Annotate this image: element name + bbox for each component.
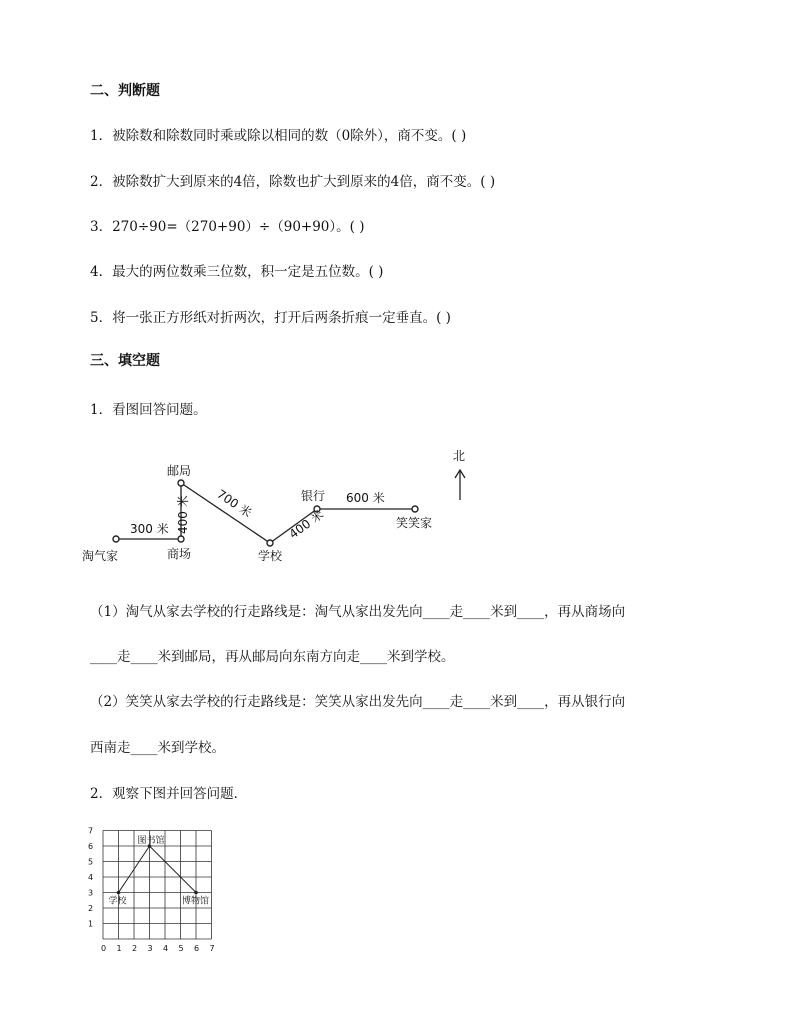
point-post-office bbox=[178, 480, 184, 486]
point-xiaoxiao-home bbox=[412, 506, 418, 512]
grid-point-school bbox=[117, 891, 121, 895]
coordinate-grid bbox=[86, 820, 226, 955]
point-taoqi-home bbox=[113, 536, 119, 542]
distance-post-school: 700 米 bbox=[214, 486, 255, 521]
section-heading-fill: 三、填空题 bbox=[90, 353, 160, 369]
label-mall: 商场 bbox=[167, 547, 192, 561]
question-1-title: 1．看图回答问题。 bbox=[90, 402, 207, 418]
point-school bbox=[267, 540, 273, 546]
x-tick-label: 4 bbox=[163, 944, 169, 953]
grid-label-library: 图书馆 bbox=[137, 836, 165, 846]
distance-school-bank: 400 米 bbox=[286, 507, 327, 542]
label-school: 学校 bbox=[258, 549, 283, 563]
judgment-item-4: 4．最大的两位数乘三位数，积一定是五位数。( ) bbox=[90, 264, 384, 280]
y-tick-label: 3 bbox=[88, 888, 94, 898]
judgment-item-5: 5．将一张正方形纸对折两次，打开后两条折痕一定垂直。( ) bbox=[90, 310, 451, 326]
x-tick-label: 7 bbox=[209, 944, 215, 953]
y-tick-label: 2 bbox=[88, 904, 94, 913]
question-1-sub1-line1: （1）淘气从家去学校的行走路线是：淘气从家出发先向____走____米到____，再从商场向 bbox=[90, 604, 626, 620]
x-tick-label: 1 bbox=[116, 944, 122, 953]
grid-label-school: 学校 bbox=[108, 896, 127, 907]
distance-taoqi-mall: 300 米 bbox=[130, 522, 169, 536]
judgment-item-3: 3．270÷90=（270+90）÷（90+90）。( ) bbox=[90, 219, 365, 235]
y-tick-label: 4 bbox=[88, 873, 94, 882]
question-2-title: 2．观察下图并回答问题． bbox=[90, 786, 248, 802]
section-heading-judgment: 二、判断题 bbox=[90, 83, 160, 99]
question-1-sub2-line2: 西南走____米到学校。 bbox=[90, 740, 225, 756]
x-tick-label: 6 bbox=[194, 944, 200, 953]
label-bank: 银行 bbox=[301, 489, 326, 503]
x-tick-label: 2 bbox=[132, 944, 138, 953]
y-tick-label: 6 bbox=[88, 842, 94, 851]
question-1-sub1-line2: ____走____米到邮局，再从邮局向东南方向走____米到学校。 bbox=[90, 649, 455, 665]
distance-mall-post: 400 米 bbox=[176, 495, 190, 534]
label-post-office: 邮局 bbox=[167, 464, 192, 478]
distance-bank-xiaoxiao: 600 米 bbox=[346, 491, 385, 505]
x-tick-label: 3 bbox=[147, 944, 153, 953]
question-1-sub2-line1: （2）笑笑从家去学校的行走路线是：笑笑从家出发先向____走____米到____，再从银行向 bbox=[90, 694, 626, 710]
point-mall bbox=[178, 536, 184, 542]
y-tick-label: 5 bbox=[88, 857, 94, 867]
judgment-item-1: 1．被除数和除数同时乘或除以相同的数（0除外），商不变。( ) bbox=[90, 128, 467, 144]
y-tick-label: 1 bbox=[88, 919, 94, 929]
y-tick-label: 7 bbox=[88, 826, 94, 836]
label-north: 北 bbox=[453, 449, 466, 463]
x-tick-label: 5 bbox=[178, 944, 184, 953]
grid-point-museum bbox=[194, 891, 198, 895]
label-xiaoxiao-home: 笑笑家 bbox=[396, 516, 433, 530]
x-tick-label: 0 bbox=[101, 944, 107, 953]
grid-label-museum: 博物馆 bbox=[182, 896, 210, 907]
grid-route bbox=[119, 846, 197, 893]
judgment-item-2: 2．被除数扩大到原来的4倍，除数也扩大到原来的4倍，商不变。( ) bbox=[90, 174, 496, 190]
route-map bbox=[80, 438, 480, 568]
label-taoqi-home: 淘气家 bbox=[82, 549, 119, 563]
